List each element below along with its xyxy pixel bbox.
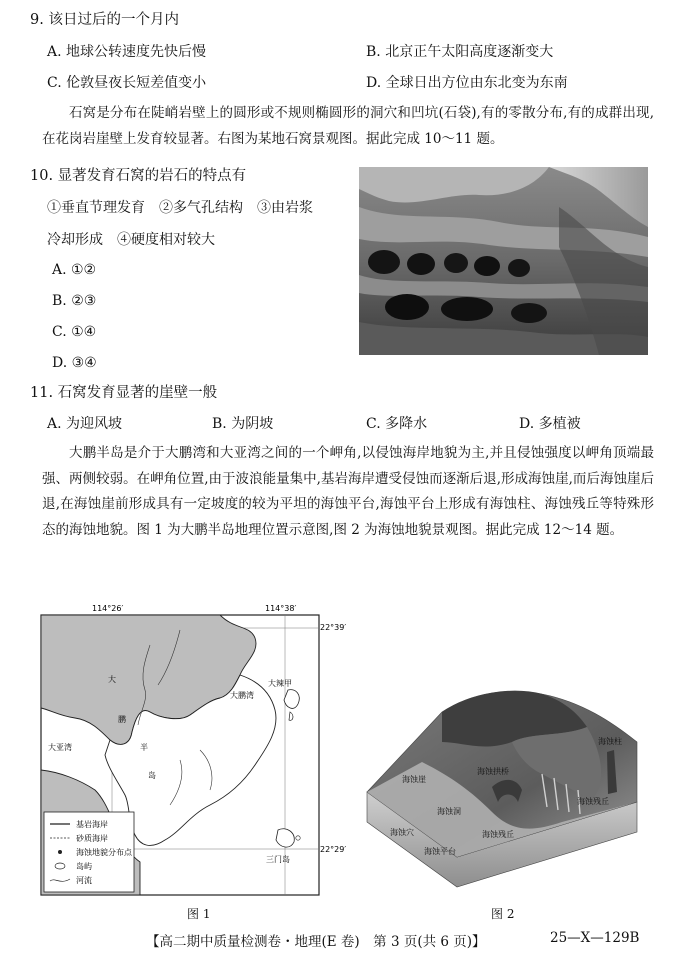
svg-text:三门岛: 三门岛 <box>266 855 290 864</box>
svg-text:海蚀地貌分布点: 海蚀地貌分布点 <box>76 848 132 857</box>
q10-option-b: B. ②③ <box>52 293 97 309</box>
q11-option-c: C. 多降水 <box>366 416 428 432</box>
figure-2-block-diagram <box>362 682 642 892</box>
figure-1-map <box>40 600 370 900</box>
q11-option-a: A. 为迎风坡 <box>47 416 123 432</box>
q11-option-b: B. 为阴坡 <box>212 416 274 432</box>
lat-bottom-label: 22°29′ <box>320 845 347 854</box>
svg-text:大辣甲: 大辣甲 <box>268 679 292 688</box>
label-cave: 海蚀洞 <box>437 807 461 816</box>
q10-statements-2: 冷却形成 ④硬度相对较大 <box>47 232 215 248</box>
q10-option-d: D. ③④ <box>52 355 97 371</box>
svg-text:河流: 河流 <box>76 876 92 885</box>
svg-text:半: 半 <box>140 743 148 752</box>
passage-2: 大鹏半岛是介于大鹏湾和大亚湾之间的一个岬角,以侵蚀海岸地貌为主,并且侵蚀强度以岬角顶端最强、两侧较弱。在岬角位置,由于波浪能量集中,基岩海岸遭受侵蚀而逐渐后退,形成海蚀崖,而后海蚀崖后退,在海蚀崖前形成具有一定坡度的较为平坦的海蚀平台,海蚀平台上形成有海蚀柱、海蚀残丘等特殊形态的海蚀地貌。图 1 为大鹏半岛地理位置示意图,图 2 为海蚀地貌景观图。据此完成 12～14 题。 <box>42 445 654 538</box>
footer-page-info: 【高二期中质量检测卷・地理(E 卷) 第 3 页(共 6 页)】 <box>146 934 486 950</box>
lon-left-label: 114°26′ <box>92 604 124 613</box>
label-remnant-mid: 海蚀残丘 <box>482 830 514 839</box>
svg-text:大鹏湾: 大鹏湾 <box>230 691 254 700</box>
figure-1-caption: 图 1 <box>187 907 211 921</box>
svg-text:岛屿: 岛屿 <box>76 862 92 871</box>
q11-option-d: D. 多植被 <box>519 416 581 432</box>
q11-stem: 11. 石窝发育显著的崖壁一般 <box>30 385 218 401</box>
label-cliff: 海蚀崖 <box>402 775 426 784</box>
q10-option-a: A. ①② <box>52 262 97 278</box>
q10-option-c: C. ①④ <box>52 324 97 340</box>
q9-option-c: C. 伦敦昼夜长短差值变小 <box>47 75 207 91</box>
map-legend <box>44 812 134 892</box>
passage-1: 石窝是分布在陡峭岩壁上的圆形或不规则椭圆形的洞穴和凹坑(石袋),有的零散分布,有的成群出现,在花岗岩崖壁上发育较显著。右图为某地石窝景观图。据此完成 10～11 题。 <box>42 105 654 147</box>
svg-text:基岩海岸: 基岩海岸 <box>76 820 108 829</box>
q10-statements-1: ①垂直节理发育 ②多气孔结构 ③由岩浆 <box>47 200 313 216</box>
lon-right-label: 114°38′ <box>265 604 297 613</box>
svg-text:岛: 岛 <box>148 771 156 780</box>
svg-text:砂质海岸: 砂质海岸 <box>76 834 108 843</box>
q9-option-d: D. 全球日出方位由东北变为东南 <box>366 75 568 91</box>
stone-nest-photo <box>359 167 648 355</box>
q9-option-b: B. 北京正午太阳高度逐渐变大 <box>366 44 554 60</box>
label-stack: 海蚀柱 <box>598 737 622 746</box>
q9-option-a: A. 地球公转速度先快后慢 <box>47 44 207 60</box>
lat-top-label: 22°39′ <box>320 623 347 632</box>
footer-code: 25—X—129B <box>550 930 640 946</box>
figure-2-caption: 图 2 <box>491 907 515 921</box>
label-arch: 海蚀拱桥 <box>477 767 509 776</box>
q9-stem: 9. 该日过后的一个月内 <box>30 12 179 28</box>
svg-text:鹏: 鹏 <box>118 715 126 724</box>
label-notch: 海蚀穴 <box>390 828 414 837</box>
svg-text:大: 大 <box>108 675 116 684</box>
svg-text:大亚湾: 大亚湾 <box>48 743 72 752</box>
q10-stem: 10. 显著发育石窝的岩石的特点有 <box>30 168 247 184</box>
label-platform: 海蚀平台 <box>424 847 456 856</box>
label-remnant-right: 海蚀残丘 <box>577 797 609 806</box>
